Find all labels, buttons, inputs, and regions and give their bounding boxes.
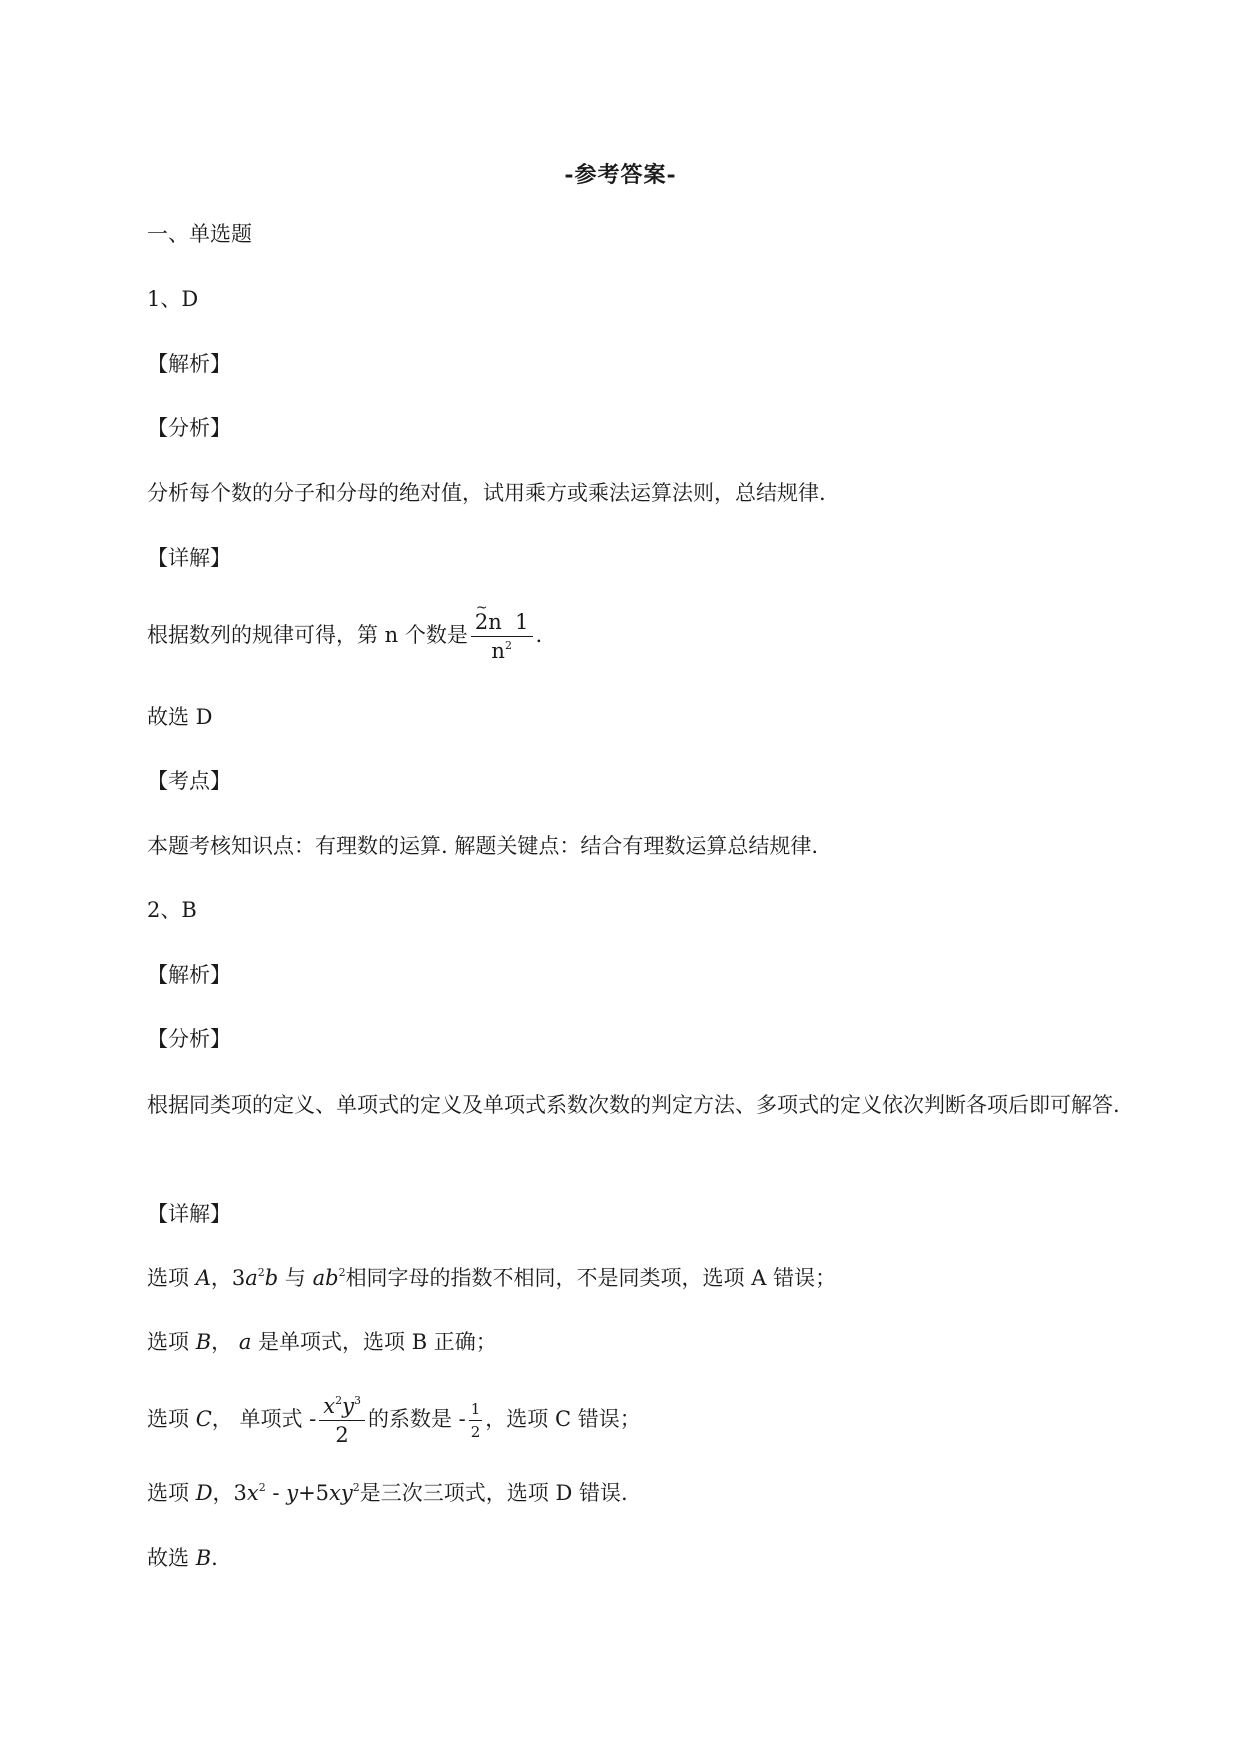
q2-option-a (147, 1263, 836, 1293)
option-sep: ， (210, 1266, 232, 1290)
option-label: 选项 (147, 1330, 189, 1354)
q1-detail-prefix: 根据数列的规律可得，第 n 个数是 (147, 623, 468, 647)
math-var: b (325, 1266, 339, 1290)
q1-fraction-denominator (471, 637, 533, 663)
math-var: b (264, 1266, 279, 1290)
math-var: xy (329, 1481, 353, 1505)
math-var: a (238, 1330, 252, 1354)
conclusion-period: . (211, 1546, 218, 1570)
half-numerator: 1 (469, 1400, 483, 1421)
option-label: 选项 (147, 1407, 189, 1431)
math-var: a (245, 1266, 258, 1290)
q2-c-half (469, 1400, 483, 1441)
q2-fenxi-text: 根据同类项的定义、单项式的定义及单项式系数次数的判定方法、多项式的定义依次判断各项后即可解答. (147, 1093, 1120, 1117)
q1-den-n: n (491, 639, 505, 663)
q1-detail-suffix: . (535, 623, 543, 647)
math-op: - (265, 1481, 287, 1505)
q2-option-c (147, 1394, 641, 1447)
math-op: +5 (298, 1481, 330, 1505)
q1-jiexi-tag: 【解析】 (147, 352, 231, 376)
q1-den-exp: 2 (504, 639, 512, 652)
option-letter: B (195, 1330, 212, 1354)
q2-c-fraction-numerator (319, 1394, 365, 1421)
option-text: 相同字母的指数不相同，不是同类项，选项 A 错误； (345, 1266, 837, 1290)
option-mid: 的系数是 - (367, 1407, 466, 1431)
option-sep: ， (211, 1407, 233, 1431)
q1-kaodian-tag: 【考点】 (147, 769, 231, 793)
half-denominator: 2 (470, 1423, 481, 1441)
option-text: ，选项 C 错误； (485, 1407, 641, 1431)
q1-answer: 1、D (147, 287, 199, 311)
option-mid: 与 (278, 1266, 313, 1290)
option-letter: D (195, 1481, 213, 1505)
option-pre: 单项式 - (239, 1407, 317, 1431)
math-var: x (246, 1481, 259, 1505)
math-exp: 2 (338, 1266, 346, 1279)
q2-c-fraction-denominator: 2 (335, 1423, 349, 1447)
option-letter: C (195, 1407, 212, 1431)
q1-num-a: 2n ~ (475, 610, 502, 634)
q2-jiexi-tag: 【解析】 (147, 963, 231, 987)
q1-fraction-numerator (471, 610, 533, 637)
q2-answer: 2、B (147, 898, 197, 922)
option-sep: ， (211, 1330, 233, 1354)
math-coef: 3 (233, 1481, 247, 1505)
section-heading: 一、单选题 (147, 222, 252, 246)
q1-fraction (471, 610, 533, 663)
q1-conclusion: 故选 D (147, 705, 213, 729)
math-exp: 2 (335, 1394, 343, 1407)
math-coef: 3 (231, 1266, 246, 1290)
q2-option-d (147, 1478, 628, 1508)
q1-fenxi-tag: 【分析】 (147, 416, 231, 440)
math-var: x (323, 1394, 336, 1418)
option-text: 是三次三项式，选项 D 错误. (359, 1481, 628, 1505)
math-exp: 2 (258, 1481, 266, 1494)
q2-option-b (147, 1327, 497, 1357)
conclusion-letter: B (195, 1546, 212, 1570)
q1-detail-line (147, 610, 542, 663)
q1-kaodian-text: 本题考核知识点：有理数的运算. 解题关键点：结合有理数运算总结规律. (147, 834, 819, 858)
math-var: y (342, 1394, 354, 1418)
conclusion-text: 故选 (147, 1546, 196, 1570)
math-exp: 3 (353, 1394, 361, 1407)
q1-fenxi-text: 分析每个数的分子和分母的绝对值，试用乘方或乘法运算法则，总结规律. (147, 481, 826, 505)
option-label: 选项 (147, 1266, 189, 1290)
math-var: a (312, 1266, 326, 1290)
option-text: 是单项式，选项 B 正确； (251, 1330, 497, 1354)
q1-num-b: 1 (515, 610, 529, 634)
page-title: -参考答案- (564, 162, 677, 188)
q2-c-fraction (319, 1394, 365, 1447)
option-sep: ， (212, 1481, 234, 1505)
q2-fenxi-tag: 【分析】 (147, 1027, 231, 1051)
math-var: y (286, 1481, 299, 1505)
math-exp: 2 (352, 1481, 360, 1494)
q2-xiangjie-tag: 【详解】 (147, 1202, 231, 1226)
q2-conclusion (147, 1543, 218, 1573)
math-exp: 2 (257, 1266, 265, 1279)
option-label: 选项 (147, 1481, 189, 1505)
option-letter: A (195, 1266, 211, 1290)
q1-xiangjie-tag: 【详解】 (147, 546, 231, 570)
